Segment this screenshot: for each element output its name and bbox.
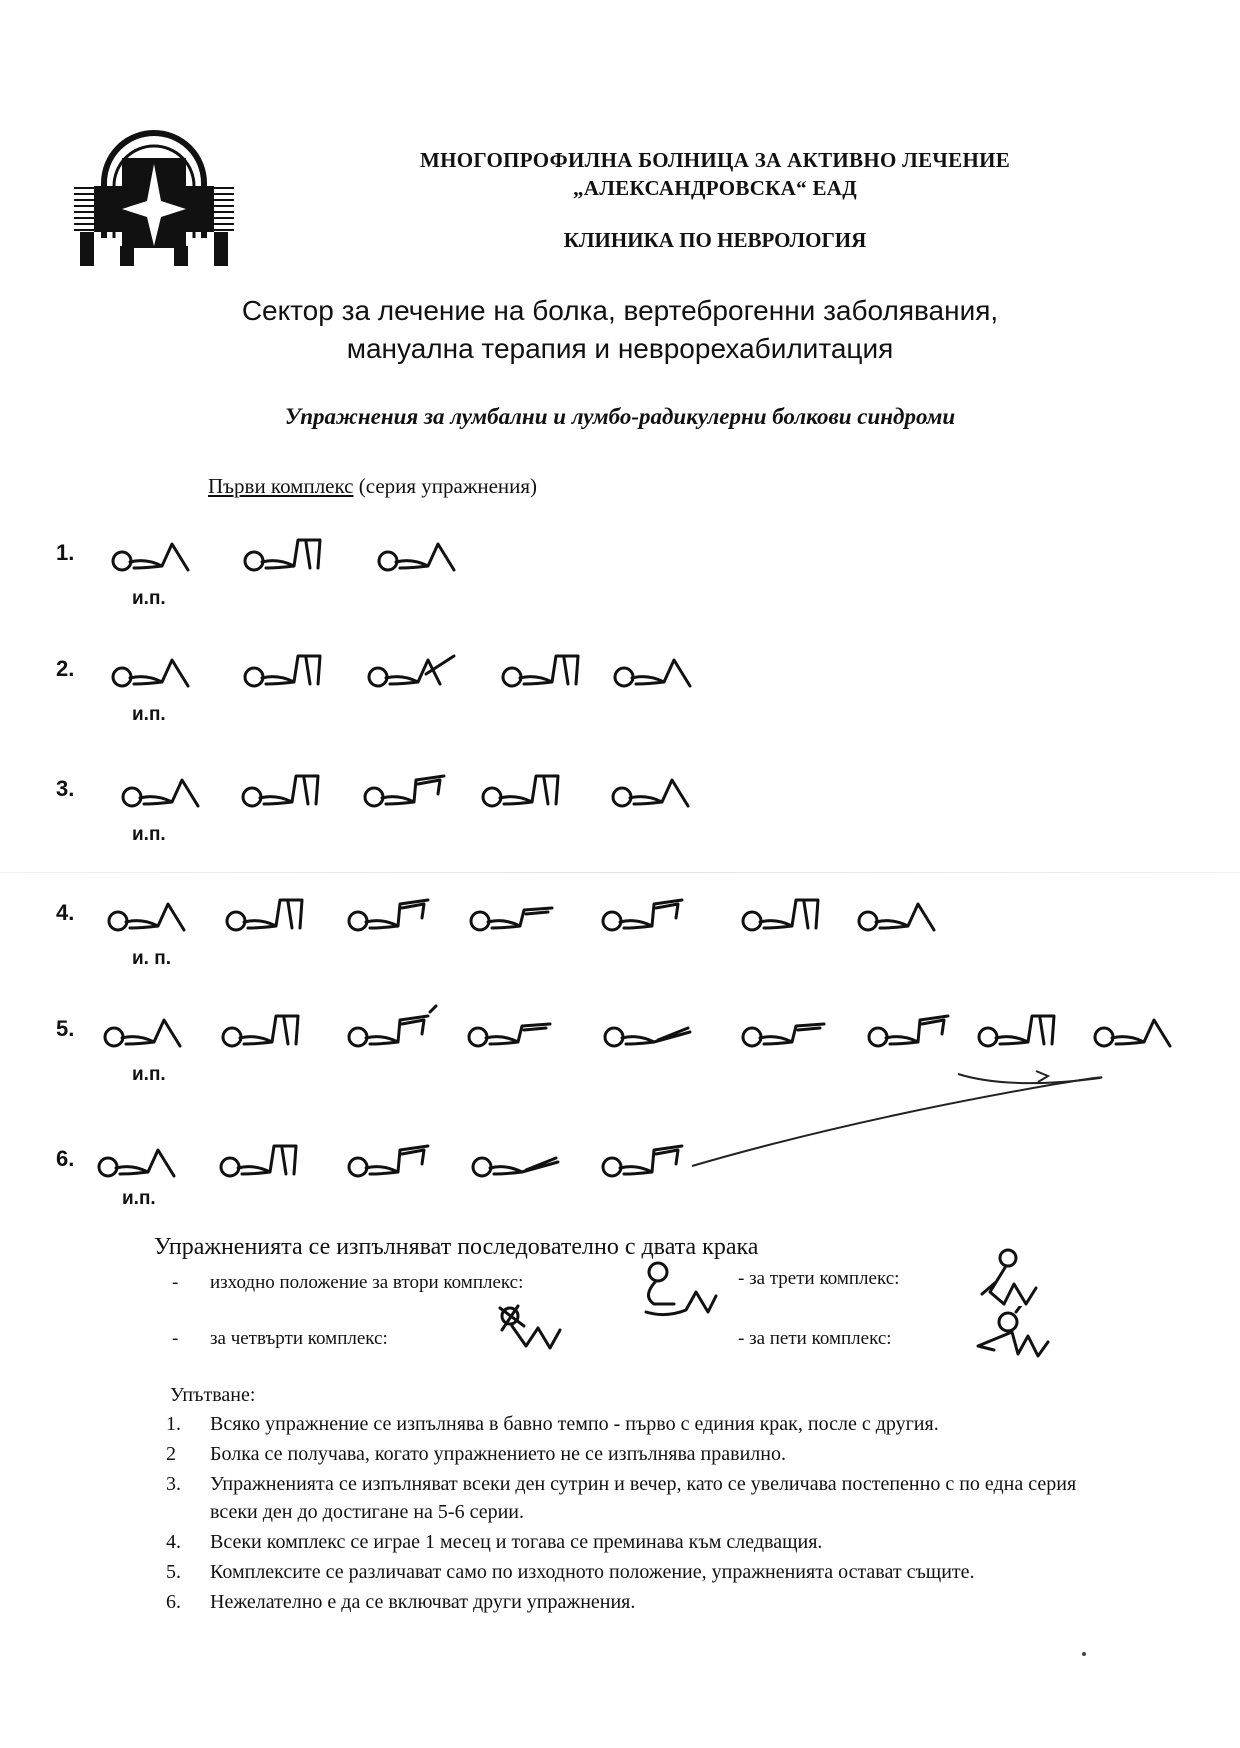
exercise-figure-bent-knee	[96, 1134, 188, 1190]
row-number: 4.	[56, 900, 75, 925]
exercise-figure-knee-raised	[224, 888, 316, 944]
exercise-figure-leg-extended	[866, 1004, 958, 1060]
exercise-figure-knee-raised	[976, 1004, 1068, 1060]
position-third-complex: - за трети комплекс:	[738, 1268, 900, 1289]
start-position-figure-second	[636, 1256, 726, 1326]
exercise-figure-bent-knee	[376, 528, 468, 584]
instruction-text: Упражненията се изпълняват всеки ден сутрин и вечер, като се увеличава постепенно с по една серия всеки ден до достигане на 5-6 серии.	[210, 1473, 1077, 1523]
exercise-row-3	[56, 764, 1206, 856]
paper-fold-line	[0, 872, 1240, 873]
hospital-name-line1: МНОГОПРОФИЛНА БОЛНИЦА ЗА АКТИВНО ЛЕЧЕНИЕ	[419, 148, 1011, 172]
exercise-row-4	[56, 888, 1206, 980]
instruction-text: Комплексите се различават само по изходното положение, упражненията остават същите.	[210, 1561, 975, 1583]
instruction-item	[166, 1440, 1106, 1468]
instruction-number: 5.	[166, 1561, 181, 1583]
instruction-number: 2	[166, 1443, 176, 1465]
exercise-figure-knee-raised	[242, 528, 334, 584]
instruction-number: 3.	[166, 1473, 181, 1495]
scan-speck	[1082, 1652, 1086, 1656]
row-number: 1.	[56, 540, 75, 565]
exercise-figure-bent-knee	[856, 888, 948, 944]
position-second-complex: изходно положение за втори комплекс:	[210, 1272, 524, 1293]
position-fourth-complex: за четвърти комплекс:	[210, 1328, 388, 1349]
exercise-row-5	[56, 1004, 1206, 1096]
exercise-figure-leg-extended	[346, 888, 438, 944]
instruction-text: Болка се получава, когато упражнението не се изпълнява правилно.	[210, 1443, 786, 1465]
hospital-name	[330, 146, 1100, 202]
start-position-label: и. п.	[132, 948, 171, 969]
exercise-figure-knee-raised	[242, 644, 334, 700]
rule-both-legs: Упражненията се изпълняват последователно с двата крака	[154, 1234, 759, 1260]
row-number: 3.	[56, 776, 75, 801]
position-fifth-complex: - за пети комплекс:	[738, 1328, 892, 1349]
bullet-dash: -	[172, 1272, 179, 1293]
instruction-item	[166, 1470, 1106, 1526]
exercise-figure-knee-raised	[240, 764, 332, 820]
hospital-name-line2: „АЛЕКСАНДРОВСКА“ ЕАД	[572, 176, 858, 200]
exercise-figure-leg-extended	[600, 888, 692, 944]
row-number: 5.	[56, 1016, 75, 1041]
start-position-figure-fifth	[966, 1306, 1056, 1376]
exercise-figure-leg-lowered	[468, 888, 560, 944]
instructions-list	[166, 1410, 1106, 1618]
instruction-item	[166, 1558, 1106, 1586]
instruction-text: Всеки комплекс се играе 1 месец и тогава се преминава към следващия.	[210, 1531, 823, 1553]
instruction-number: 1.	[166, 1413, 181, 1435]
instruction-item	[166, 1528, 1106, 1556]
exercise-figure-leg-lowered	[740, 1004, 832, 1060]
clinic-name: КЛИНИКА ПО НЕВРОЛОГИЯ	[563, 228, 867, 252]
exercise-row-6	[56, 1134, 1206, 1226]
exercise-figure-knee-raised	[480, 764, 572, 820]
exercise-subject: Упражнения за лумбални и лумбо-радикулерни болкови синдроми	[284, 404, 956, 429]
instruction-item	[166, 1588, 1106, 1616]
instruction-number: 4.	[166, 1531, 181, 1553]
sector-title	[100, 292, 1140, 368]
exercise-figure-bent-knee	[1092, 1004, 1184, 1060]
exercise-figure-legs-flat	[470, 1134, 562, 1190]
exercise-figure-bent-knee	[106, 888, 198, 944]
exercise-figure-bent-knee	[110, 644, 202, 700]
start-position-label: и.п.	[132, 824, 166, 845]
sector-title-line1: Сектор за лечение на болка, вертеброгенни заболявания,	[241, 295, 999, 326]
exercise-figure-leg-extended	[362, 764, 454, 820]
hospital-logo	[74, 128, 234, 268]
complex-heading	[208, 474, 537, 499]
complex-subtitle: (серия упражнения)	[358, 474, 538, 498]
start-position-label: и.п.	[132, 704, 166, 725]
exercise-figure-bent-knee	[610, 764, 702, 820]
exercise-figure-bent-knee	[102, 1004, 194, 1060]
exercise-figure-knee-raised	[220, 1004, 312, 1060]
start-position-label: и.п.	[122, 1188, 156, 1209]
instructions-title: Упътване:	[170, 1384, 256, 1406]
instruction-text: Всяко упражнение се изпълнява в бавно темпо - първо с единия крак, после с другия.	[210, 1413, 939, 1435]
exercise-figure-bent-knee	[110, 528, 202, 584]
exercise-figure-leg-kick	[366, 644, 458, 700]
exercise-figure-knee-raised	[500, 644, 592, 700]
exercise-figure-bent-knee	[120, 764, 212, 820]
complex-title: Първи комплекс	[208, 474, 354, 498]
start-position-figure-fourth	[490, 1300, 580, 1370]
start-position-label: и.п.	[132, 588, 166, 609]
sector-title-line2: мануална терапия и неврорехабилитация	[346, 333, 894, 364]
row-number: 6.	[56, 1146, 75, 1171]
instruction-item	[166, 1410, 1106, 1438]
start-position-label: и.п.	[132, 1064, 166, 1085]
exercise-figure-legs-flat	[602, 1004, 694, 1060]
exercise-figure-knee-raised	[740, 888, 832, 944]
exercise-figure-leg-lowered	[466, 1004, 558, 1060]
row-number: 2.	[56, 656, 75, 681]
bullet-dash: -	[172, 1328, 179, 1349]
exercise-figure-leg-extended	[346, 1004, 438, 1060]
exercise-row-2	[56, 644, 1206, 736]
exercise-figure-leg-extended	[600, 1134, 692, 1190]
exercise-figure-knee-raised	[218, 1134, 310, 1190]
exercise-row-1	[56, 528, 1206, 620]
exercise-figure-bent-knee	[612, 644, 704, 700]
instruction-number: 6.	[166, 1591, 181, 1613]
instruction-text: Нежелателно е да се включват други упражнения.	[210, 1591, 636, 1613]
exercise-figure-leg-extended	[346, 1134, 438, 1190]
